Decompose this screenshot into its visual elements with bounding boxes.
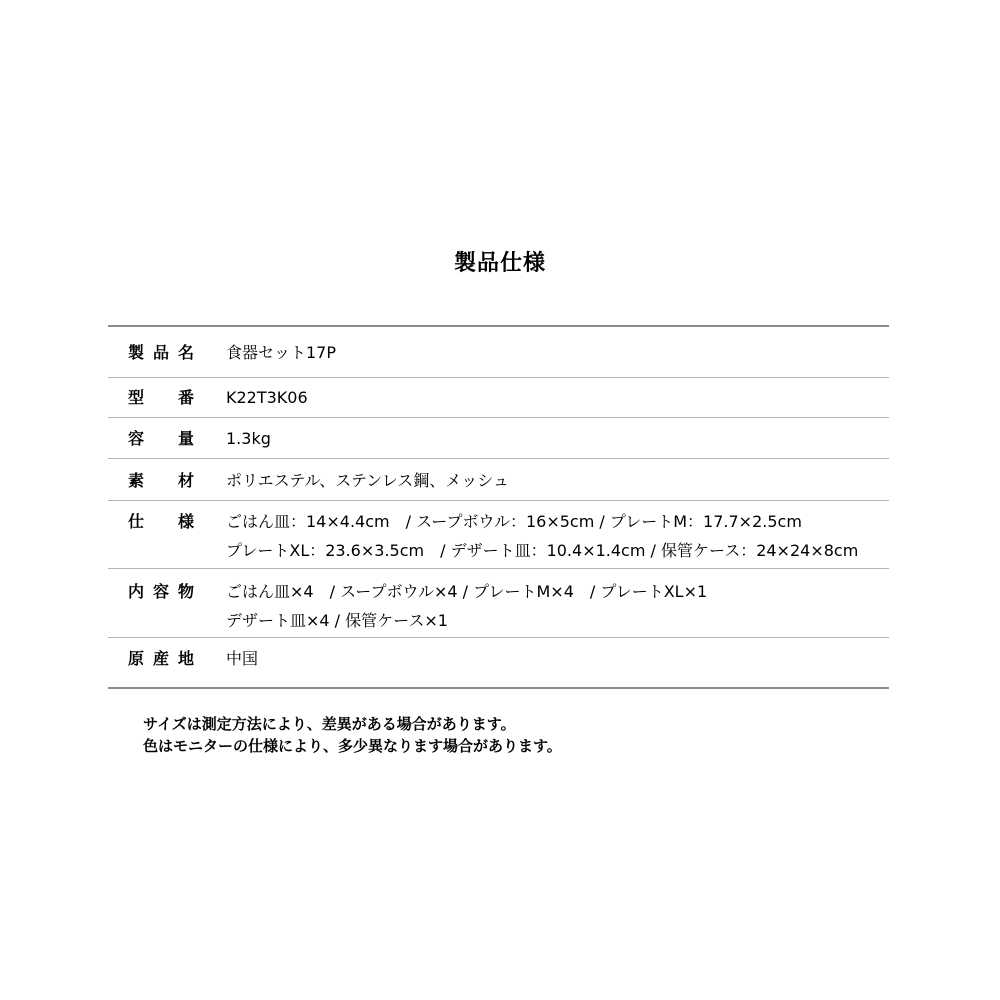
spec-row-country-of-origin <box>108 638 889 687</box>
spec-value-material <box>226 469 889 493</box>
spec-value-model-number <box>226 386 889 410</box>
spec-value-line: ごはん皿×4 / スープボウル×4 / プレートM×4 / プレートXL×1 <box>226 582 708 601</box>
spec-row-contents <box>108 569 889 638</box>
spec-value-country-of-origin <box>226 647 889 671</box>
spec-value-specifications <box>226 507 889 565</box>
spec-label-country-of-origin: 原産地 <box>128 649 194 668</box>
notes <box>143 713 562 757</box>
note-color: 色はモニターの仕様により、多少異なります場合があります。 <box>143 737 562 755</box>
spec-row-specifications <box>108 501 889 569</box>
spec-value-line: 食器セット17P <box>226 343 337 362</box>
spec-label-specifications: 仕様 <box>128 512 194 531</box>
spec-row-model-number <box>108 378 889 418</box>
spec-value-capacity <box>226 427 889 451</box>
spec-value-line: K22T3K06 <box>226 388 308 407</box>
spec-value-line: デザート皿×4 / 保管ケース×1 <box>226 611 448 630</box>
spec-row-material <box>108 459 889 501</box>
page-title: 製品仕様 <box>453 251 546 276</box>
spec-label-material: 素材 <box>128 471 194 490</box>
spec-label-capacity: 容量 <box>128 429 194 448</box>
spec-table <box>108 325 889 689</box>
spec-value-line: ごはん皿：14×4.4cm / スープボウル：16×5cm / プレートM：17.7×2.5cm <box>226 512 802 531</box>
spec-value-product-name <box>226 341 889 365</box>
spec-value-line: ポリエステル、ステンレス鋼、メッシュ <box>226 471 509 490</box>
spec-value-line: プレートXL：23.6×3.5cm / デザート皿：10.4×1.4cm / 保管ケース：24×24×8cm <box>226 541 859 560</box>
note-size: サイズは測定方法により、差異がある場合があります。 <box>143 715 516 733</box>
spec-label-model-number: 型番 <box>128 388 194 407</box>
spec-row-capacity <box>108 418 889 459</box>
spec-value-contents <box>226 577 889 635</box>
spec-row-product-name <box>108 327 889 378</box>
spec-value-line: 中国 <box>226 649 259 668</box>
spec-value-line: 1.3kg <box>226 429 271 448</box>
spec-label-product-name: 製品名 <box>128 343 194 362</box>
spec-label-contents: 内容物 <box>128 582 194 601</box>
